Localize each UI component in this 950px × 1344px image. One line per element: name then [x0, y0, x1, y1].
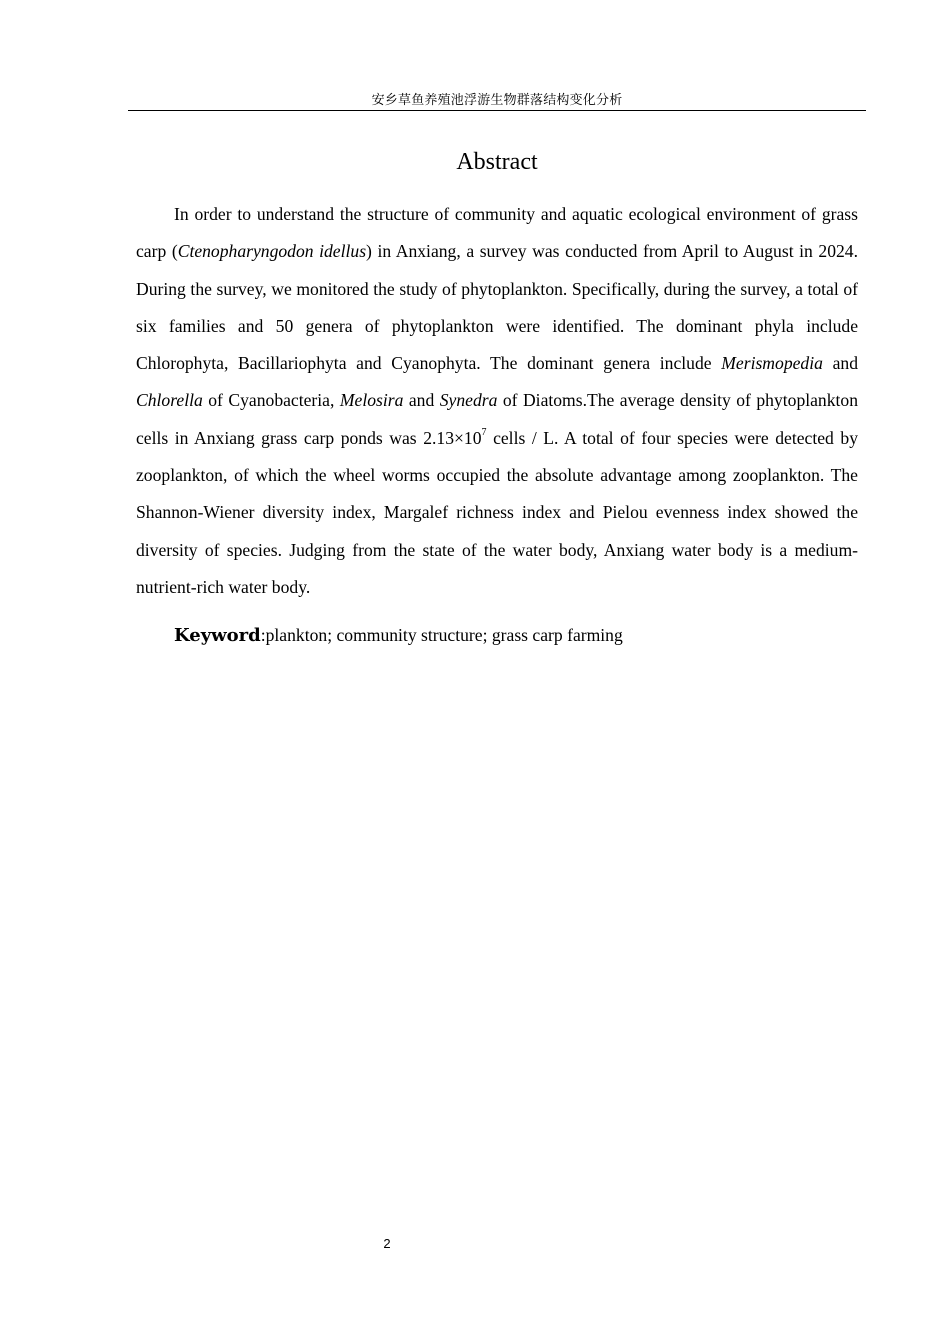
- exponent: 7: [481, 426, 487, 438]
- abstract-title: Abstract: [456, 149, 538, 175]
- taxon-name: Ctenopharyngodon idellus: [177, 241, 367, 262]
- abstract-text: and: [403, 390, 440, 411]
- taxon-name: Chlorella: [136, 390, 203, 411]
- keywords-line: [174, 620, 858, 651]
- abstract-text: cells / L. A total of four species were detected by zooplankton, of which the wheel worms occupied the absolute advantage among zooplankton. The Shannon-Wiener diversity index, Margalef richness index and Pielou evenness index showed the diversity of species. Judging from the state of the water body, Anxiang water body is a medium-nutrient-rich water body.: [136, 427, 858, 597]
- running-header: 安乡草鱼养殖池浮游生物群落结构变化分析: [128, 92, 866, 111]
- page-number: 2: [383, 1236, 391, 1251]
- abstract-text: ) in Anxiang, a survey was conducted from April to August in 2024. During the survey, we monitored the study of phytoplankton. Specifically, during the survey, a total of six families and 50 genera of phytoplankton were identified. The dominant phyla include Chlorophyta, Bacillariophyta and Cyanophyta. The dominant genera include: [136, 241, 858, 374]
- taxon-name: Melosira: [339, 390, 404, 411]
- abstract-paragraph: [136, 196, 858, 606]
- abstract-text: In order to understand the structure of community and aquatic ecological environment of grass carp (: [136, 204, 858, 262]
- abstract-text: of Cyanobacteria,: [202, 390, 340, 411]
- taxon-name: Synedra: [439, 390, 498, 411]
- keywords-text: :plankton; community structure; grass carp farming: [260, 625, 623, 645]
- keywords-label: Keyword: [174, 625, 261, 646]
- taxon-name: Merismopedia: [721, 353, 823, 374]
- abstract-text: of Diatoms.The average density of phytoplankton cells in Anxiang grass carp ponds was 2.13×10: [136, 390, 859, 448]
- abstract-text: and: [822, 353, 858, 374]
